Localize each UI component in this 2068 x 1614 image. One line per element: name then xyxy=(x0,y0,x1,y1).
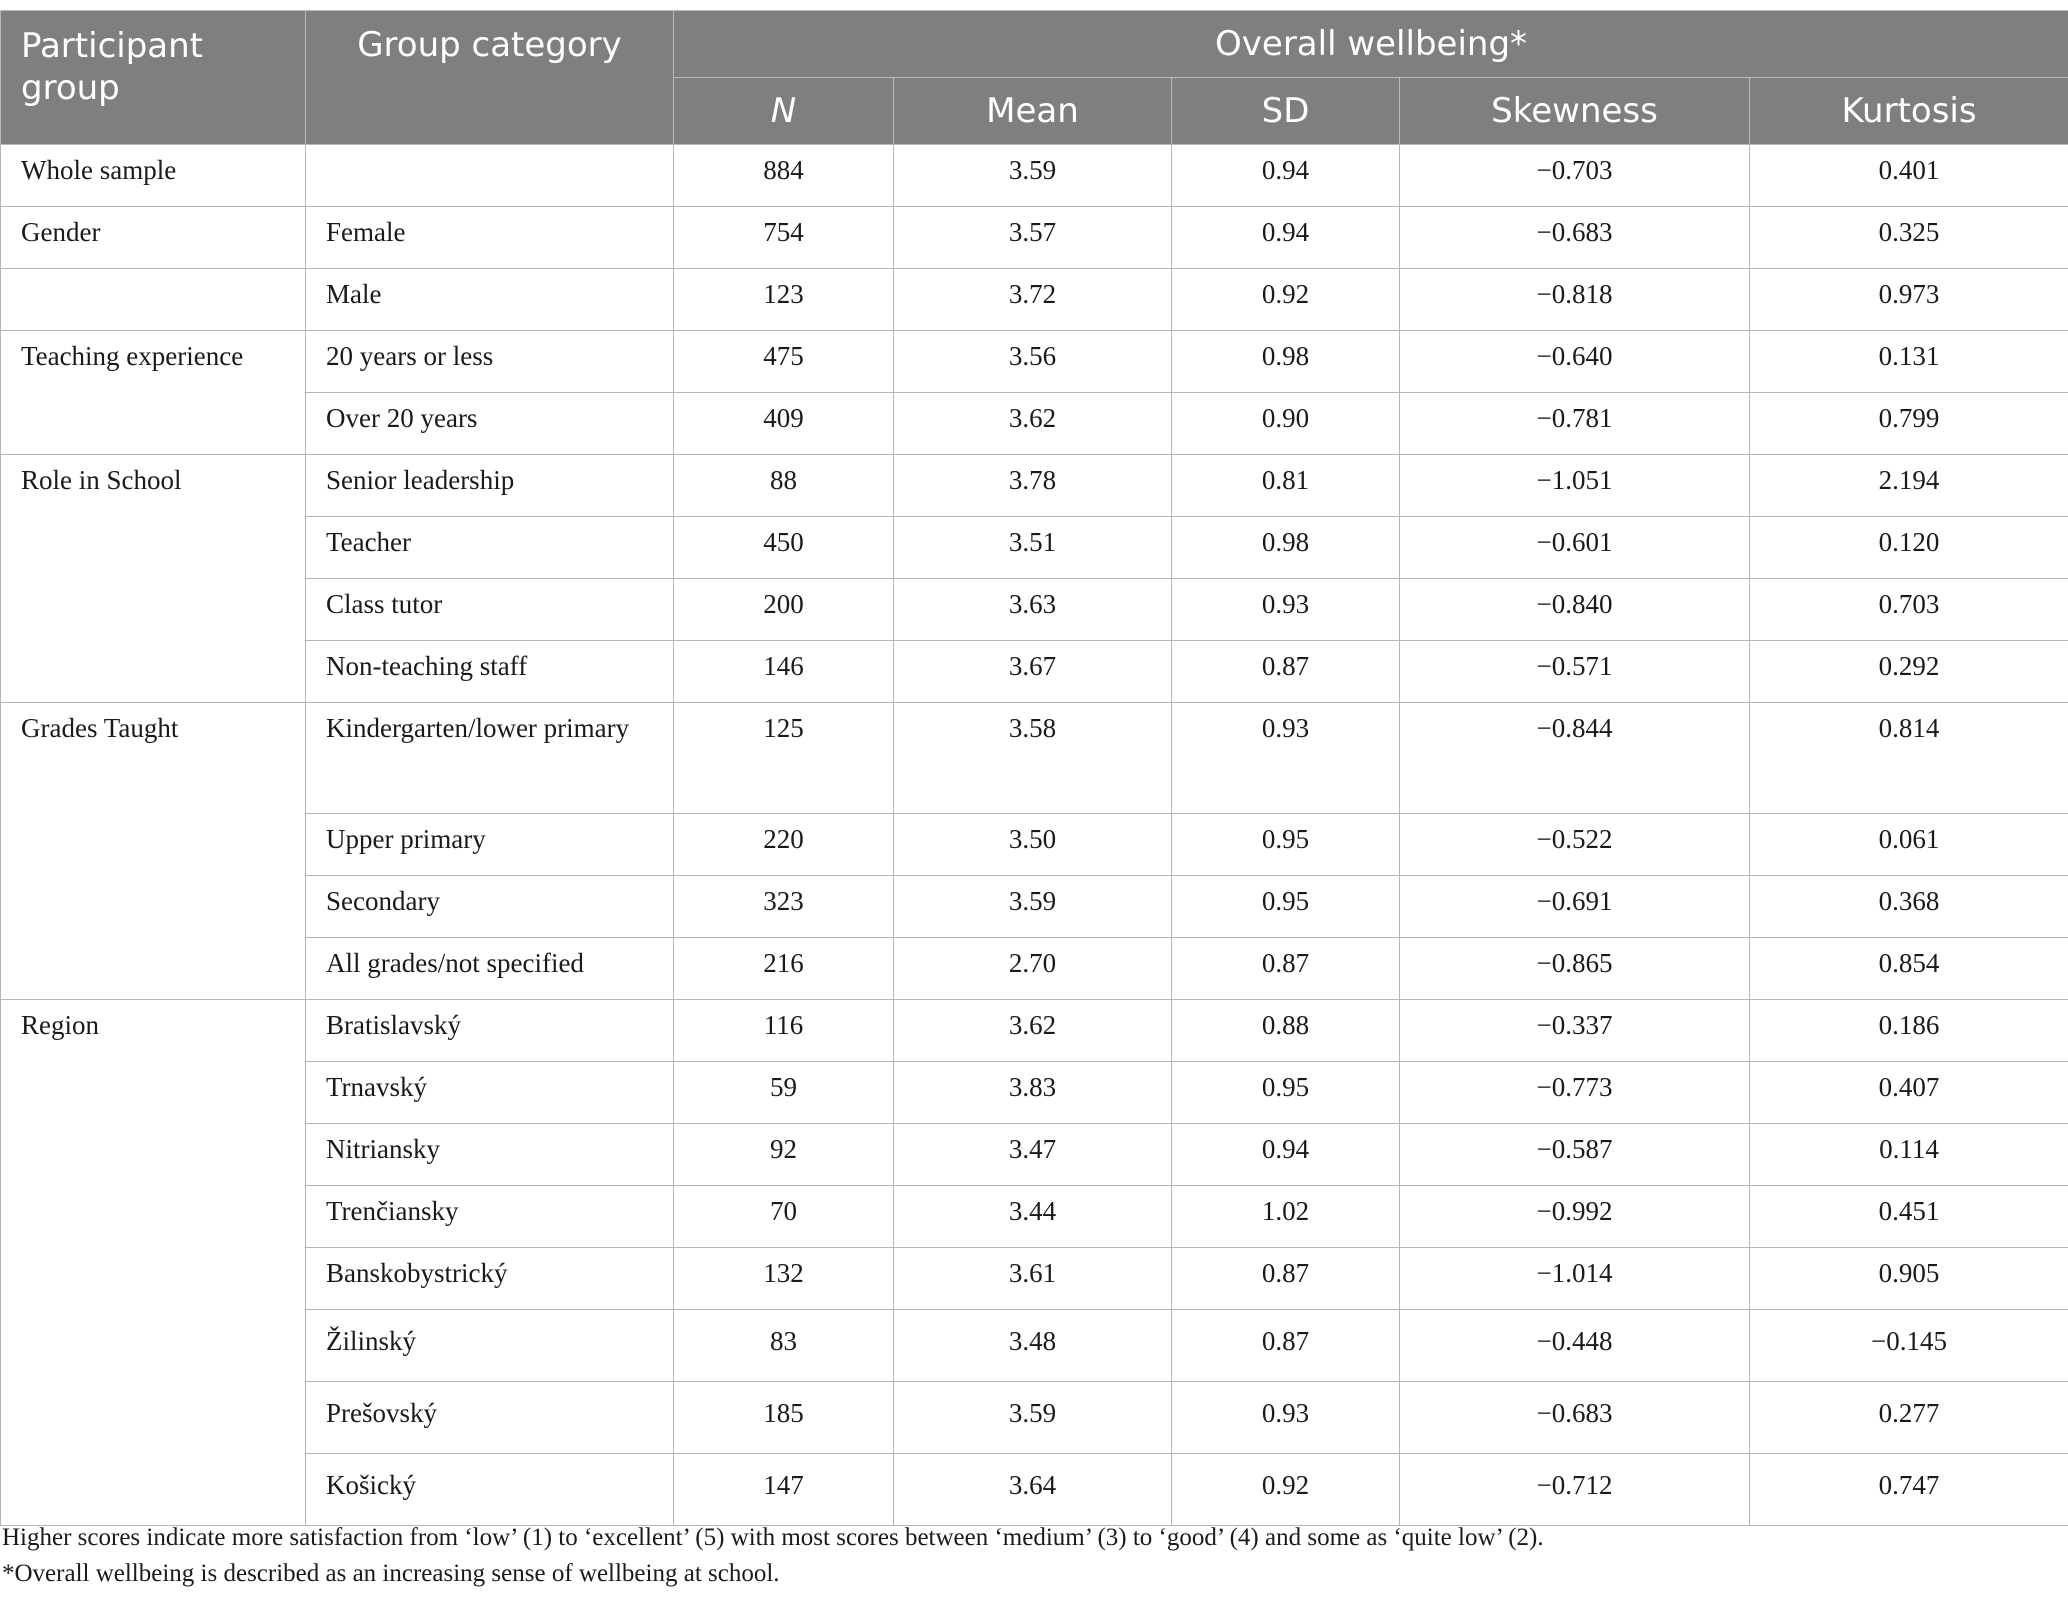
table-row xyxy=(1,1310,2068,1382)
cell-n: 200 xyxy=(674,579,894,641)
cell-sd: 0.94 xyxy=(1172,207,1400,269)
cell-category: Non-teaching staff xyxy=(306,641,674,703)
header-sd: SD xyxy=(1172,78,1400,145)
cell-mean: 3.56 xyxy=(894,331,1172,393)
cell-n: 220 xyxy=(674,814,894,876)
cell-sd: 0.92 xyxy=(1172,269,1400,331)
cell-n: 216 xyxy=(674,938,894,1000)
cell-kurtosis: 0.186 xyxy=(1750,1000,2068,1062)
cell-kurtosis: 0.905 xyxy=(1750,1248,2068,1310)
cell-skewness: −0.683 xyxy=(1400,1382,1750,1454)
cell-sd: 0.87 xyxy=(1172,641,1400,703)
cell-kurtosis: 0.120 xyxy=(1750,517,2068,579)
cell-skewness: −1.014 xyxy=(1400,1248,1750,1310)
cell-category: Kindergarten/lower primary xyxy=(306,703,674,814)
table-row xyxy=(1,1186,2068,1248)
cell-category: Banskobystrický xyxy=(306,1248,674,1310)
cell-kurtosis: 0.814 xyxy=(1750,703,2068,814)
table-row xyxy=(1,269,2068,331)
cell-skewness: −0.640 xyxy=(1400,331,1750,393)
cell-mean: 3.72 xyxy=(894,269,1172,331)
cell-mean: 3.47 xyxy=(894,1124,1172,1186)
header-skewness: Skewness xyxy=(1400,78,1750,145)
table-body xyxy=(1,145,2068,1526)
cell-group xyxy=(1,938,306,1000)
cell-skewness: −0.337 xyxy=(1400,1000,1750,1062)
cell-kurtosis: 0.854 xyxy=(1750,938,2068,1000)
cell-category: 20 years or less xyxy=(306,331,674,393)
cell-group xyxy=(1,269,306,331)
cell-category: Male xyxy=(306,269,674,331)
table-row xyxy=(1,331,2068,393)
table-header xyxy=(1,11,2068,145)
cell-kurtosis: 0.703 xyxy=(1750,579,2068,641)
table-footnotes xyxy=(0,1520,2068,1592)
cell-n: 125 xyxy=(674,703,894,814)
cell-skewness: −0.571 xyxy=(1400,641,1750,703)
table-row xyxy=(1,1248,2068,1310)
cell-skewness: −0.840 xyxy=(1400,579,1750,641)
cell-mean: 3.48 xyxy=(894,1310,1172,1382)
cell-mean: 3.50 xyxy=(894,814,1172,876)
cell-mean: 3.62 xyxy=(894,1000,1172,1062)
cell-sd: 0.93 xyxy=(1172,579,1400,641)
cell-n: 123 xyxy=(674,269,894,331)
table-row xyxy=(1,1000,2068,1062)
cell-sd: 0.94 xyxy=(1172,145,1400,207)
cell-n: 83 xyxy=(674,1310,894,1382)
cell-skewness: −0.818 xyxy=(1400,269,1750,331)
cell-skewness: −0.865 xyxy=(1400,938,1750,1000)
cell-skewness: −1.051 xyxy=(1400,455,1750,517)
header-kurtosis: Kurtosis xyxy=(1750,78,2068,145)
footnote-wellbeing: *Overall wellbeing is described as an increasing sense of wellbeing at school. xyxy=(2,1560,780,1587)
table-row xyxy=(1,641,2068,703)
cell-skewness: −0.448 xyxy=(1400,1310,1750,1382)
table-row xyxy=(1,1454,2068,1526)
cell-category: Senior leadership xyxy=(306,455,674,517)
cell-sd: 0.95 xyxy=(1172,814,1400,876)
cell-category: Košický xyxy=(306,1454,674,1526)
cell-kurtosis: 0.747 xyxy=(1750,1454,2068,1526)
cell-n: 323 xyxy=(674,876,894,938)
cell-group xyxy=(1,641,306,703)
cell-n: 450 xyxy=(674,517,894,579)
cell-sd: 0.87 xyxy=(1172,1310,1400,1382)
cell-group xyxy=(1,393,306,455)
header-overall-wellbeing: Overall wellbeing* xyxy=(674,11,2068,78)
table-row xyxy=(1,1124,2068,1186)
cell-n: 409 xyxy=(674,393,894,455)
cell-group xyxy=(1,1454,306,1526)
cell-sd: 0.88 xyxy=(1172,1000,1400,1062)
cell-group: Region xyxy=(1,1000,306,1062)
cell-group xyxy=(1,1062,306,1124)
header-n: N xyxy=(674,78,894,145)
cell-n: 185 xyxy=(674,1382,894,1454)
cell-group xyxy=(1,517,306,579)
cell-category: Nitriansky xyxy=(306,1124,674,1186)
cell-n: 884 xyxy=(674,145,894,207)
cell-kurtosis: 0.407 xyxy=(1750,1062,2068,1124)
cell-n: 92 xyxy=(674,1124,894,1186)
cell-mean: 3.78 xyxy=(894,455,1172,517)
cell-kurtosis: −0.145 xyxy=(1750,1310,2068,1382)
cell-skewness: −0.781 xyxy=(1400,393,1750,455)
cell-skewness: −0.712 xyxy=(1400,1454,1750,1526)
wellbeing-table xyxy=(0,10,2068,1526)
cell-category: Trnavský xyxy=(306,1062,674,1124)
cell-skewness: −0.703 xyxy=(1400,145,1750,207)
table-row xyxy=(1,393,2068,455)
cell-kurtosis: 0.292 xyxy=(1750,641,2068,703)
cell-group xyxy=(1,1310,306,1382)
cell-category: Female xyxy=(306,207,674,269)
wellbeing-table-container xyxy=(0,10,2068,1526)
cell-category: Žilinský xyxy=(306,1310,674,1382)
cell-mean: 3.64 xyxy=(894,1454,1172,1526)
cell-kurtosis: 0.277 xyxy=(1750,1382,2068,1454)
cell-group: Teaching experience xyxy=(1,331,306,393)
cell-sd: 0.98 xyxy=(1172,517,1400,579)
cell-kurtosis: 0.799 xyxy=(1750,393,2068,455)
cell-group xyxy=(1,1382,306,1454)
cell-sd: 0.93 xyxy=(1172,703,1400,814)
cell-skewness: −0.522 xyxy=(1400,814,1750,876)
cell-n: 70 xyxy=(674,1186,894,1248)
cell-mean: 3.83 xyxy=(894,1062,1172,1124)
table-row xyxy=(1,145,2068,207)
footnote-scale: Higher scores indicate more satisfaction from ‘low’ (1) to ‘excellent’ (5) with most scores between ‘medium’ (3) to ‘good’ (4) and some as ‘quite low’ (2). xyxy=(2,1524,1544,1551)
cell-n: 116 xyxy=(674,1000,894,1062)
cell-category: Upper primary xyxy=(306,814,674,876)
cell-mean: 3.59 xyxy=(894,1382,1172,1454)
header-participant-group: Participant group xyxy=(1,11,306,145)
cell-mean: 2.70 xyxy=(894,938,1172,1000)
cell-sd: 0.94 xyxy=(1172,1124,1400,1186)
cell-sd: 0.87 xyxy=(1172,938,1400,1000)
cell-group: Whole sample xyxy=(1,145,306,207)
cell-group xyxy=(1,1186,306,1248)
cell-category: Class tutor xyxy=(306,579,674,641)
cell-skewness: −0.691 xyxy=(1400,876,1750,938)
cell-group xyxy=(1,814,306,876)
cell-mean: 3.57 xyxy=(894,207,1172,269)
header-mean: Mean xyxy=(894,78,1172,145)
header-group-category: Group category xyxy=(306,11,674,145)
cell-n: 59 xyxy=(674,1062,894,1124)
cell-mean: 3.58 xyxy=(894,703,1172,814)
cell-category: Bratislavský xyxy=(306,1000,674,1062)
cell-n: 754 xyxy=(674,207,894,269)
cell-category: Trenčiansky xyxy=(306,1186,674,1248)
cell-sd: 0.95 xyxy=(1172,1062,1400,1124)
cell-kurtosis: 0.131 xyxy=(1750,331,2068,393)
cell-skewness: −0.683 xyxy=(1400,207,1750,269)
table-row xyxy=(1,814,2068,876)
cell-category: Over 20 years xyxy=(306,393,674,455)
cell-category: All grades/not specified xyxy=(306,938,674,1000)
cell-sd: 0.95 xyxy=(1172,876,1400,938)
table-row xyxy=(1,579,2068,641)
cell-skewness: −0.587 xyxy=(1400,1124,1750,1186)
cell-group xyxy=(1,876,306,938)
cell-kurtosis: 0.114 xyxy=(1750,1124,2068,1186)
cell-kurtosis: 0.325 xyxy=(1750,207,2068,269)
cell-n: 132 xyxy=(674,1248,894,1310)
cell-mean: 3.59 xyxy=(894,145,1172,207)
table-row xyxy=(1,517,2068,579)
cell-n: 88 xyxy=(674,455,894,517)
cell-skewness: −0.844 xyxy=(1400,703,1750,814)
cell-sd: 0.81 xyxy=(1172,455,1400,517)
table-row xyxy=(1,1062,2068,1124)
cell-kurtosis: 0.061 xyxy=(1750,814,2068,876)
table-row xyxy=(1,207,2068,269)
cell-category: Secondary xyxy=(306,876,674,938)
cell-skewness: −0.773 xyxy=(1400,1062,1750,1124)
cell-kurtosis: 0.451 xyxy=(1750,1186,2068,1248)
cell-kurtosis: 0.401 xyxy=(1750,145,2068,207)
cell-n: 147 xyxy=(674,1454,894,1526)
cell-kurtosis: 2.194 xyxy=(1750,455,2068,517)
table-row xyxy=(1,938,2068,1000)
cell-sd: 0.92 xyxy=(1172,1454,1400,1526)
table-row xyxy=(1,1382,2068,1454)
table-row xyxy=(1,876,2068,938)
cell-category: Prešovský xyxy=(306,1382,674,1454)
cell-mean: 3.59 xyxy=(894,876,1172,938)
cell-kurtosis: 0.368 xyxy=(1750,876,2068,938)
cell-sd: 0.98 xyxy=(1172,331,1400,393)
cell-skewness: −0.992 xyxy=(1400,1186,1750,1248)
cell-group xyxy=(1,579,306,641)
cell-n: 475 xyxy=(674,331,894,393)
cell-mean: 3.67 xyxy=(894,641,1172,703)
cell-category: Teacher xyxy=(306,517,674,579)
cell-sd: 0.93 xyxy=(1172,1382,1400,1454)
cell-mean: 3.61 xyxy=(894,1248,1172,1310)
cell-sd: 0.90 xyxy=(1172,393,1400,455)
cell-mean: 3.63 xyxy=(894,579,1172,641)
cell-skewness: −0.601 xyxy=(1400,517,1750,579)
cell-group: Gender xyxy=(1,207,306,269)
cell-mean: 3.51 xyxy=(894,517,1172,579)
cell-group xyxy=(1,1124,306,1186)
table-row xyxy=(1,455,2068,517)
cell-sd: 0.87 xyxy=(1172,1248,1400,1310)
cell-n: 146 xyxy=(674,641,894,703)
cell-group xyxy=(1,1248,306,1310)
cell-category xyxy=(306,145,674,207)
cell-mean: 3.44 xyxy=(894,1186,1172,1248)
cell-mean: 3.62 xyxy=(894,393,1172,455)
cell-group: Grades Taught xyxy=(1,703,306,814)
cell-group: Role in School xyxy=(1,455,306,517)
cell-sd: 1.02 xyxy=(1172,1186,1400,1248)
table-row xyxy=(1,703,2068,814)
cell-kurtosis: 0.973 xyxy=(1750,269,2068,331)
